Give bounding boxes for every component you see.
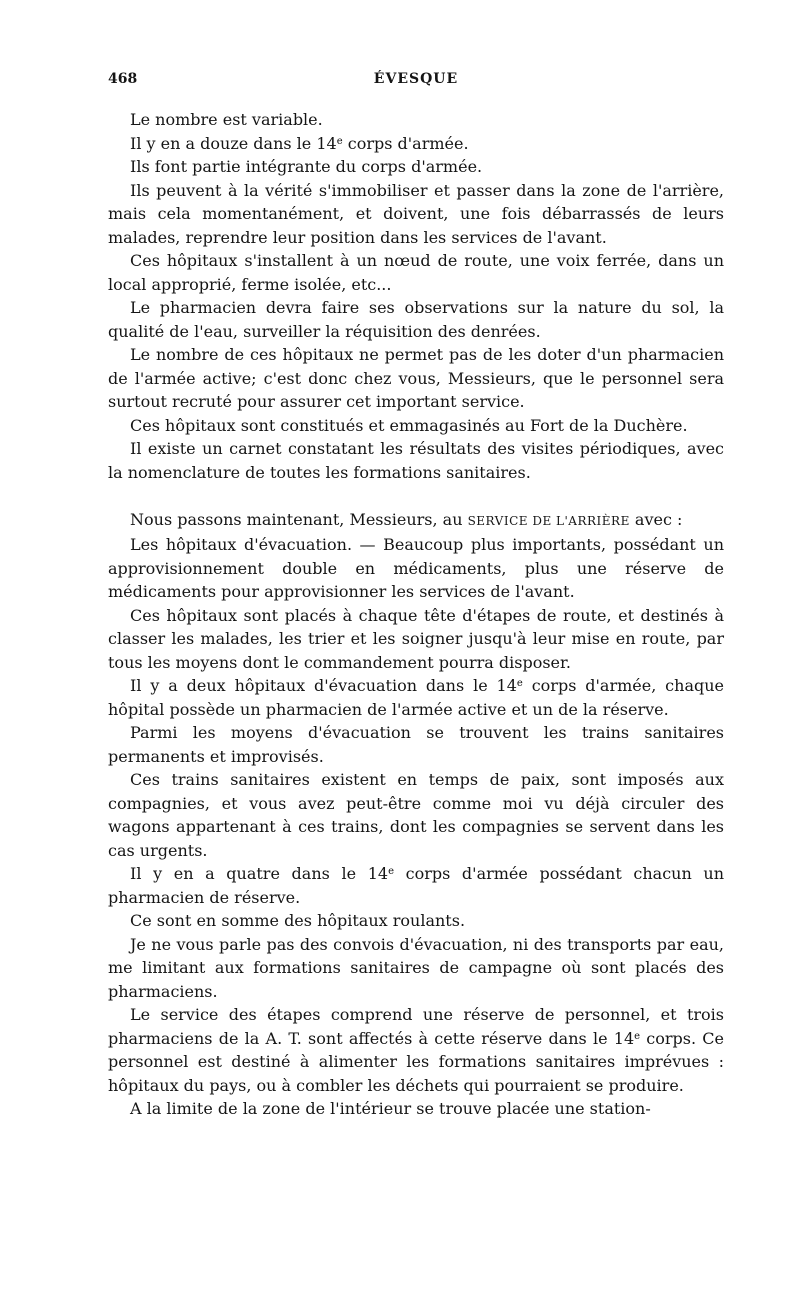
- paragraph: Parmi les moyens d'évacuation se trouvent les trains sanitaires permanents et improvisés.: [108, 723, 724, 766]
- superscript: e: [516, 678, 523, 689]
- body-text: [108, 108, 724, 1121]
- paragraph: [108, 1003, 724, 1097]
- paragraph: Ces hôpitaux sont constitués et emmagasinés au Fort de la Duchère.: [130, 415, 688, 435]
- superscript: e: [336, 135, 343, 147]
- paragraph: A la limite de la zone de l'intérieur se trouve placée une station-: [130, 1099, 651, 1118]
- paragraph: Le nombre de ces hôpitaux ne permet pas de les doter d'un pharmacien de l'armée active; c'est donc chez vous, Messieurs, que le personnel sera surtout recruté pour assurer cet important service.: [108, 345, 724, 411]
- text-run: Le service des étapes comprend une réserve de personnel, et trois pharmaciens de la A. T. sont affectés à cette réserve dans le 14: [108, 1005, 724, 1048]
- text-run: Il y en a douze dans le 14: [130, 133, 337, 153]
- small-caps-heading: SERVICE DE L'ARRIÈRE: [467, 513, 630, 528]
- text-run: corps d'armée.: [342, 133, 469, 153]
- paragraph: Les hôpitaux d'évacuation. — Beaucoup plus importants, possédant un approvisionnement double en médicaments, plus une réserve de médicaments pour approvisionner les services de l'avant.: [108, 535, 724, 601]
- text-run: corps. Ce personnel est destiné à alimenter les formations sanitaires imprévues : hôpitaux du pays, ou à combler les déchets qui pourraient se produire.: [108, 1028, 725, 1095]
- page-number: 468: [108, 71, 138, 87]
- paragraph: [108, 508, 724, 534]
- paragraph: Il existe un carnet constatant les résultats des visites périodiques, avec la nomenclature de toutes les formations sanitaires.: [108, 439, 724, 482]
- paragraph: Le nombre est variable.: [130, 110, 323, 129]
- text-run: avec :: [629, 509, 683, 529]
- paragraph: Je ne vous parle pas des convois d'évacuation, ni des transports par eau, me limitant aux formations sanitaires de campagne où sont placés des pharmaciens.: [108, 934, 724, 1001]
- text-run: corps d'armée, chaque hôpital possède un pharmacien de l'armée active et un de la réserve.: [108, 676, 725, 719]
- paragraph: Ces hôpitaux sont placés à chaque tête d'étapes de route, et destinés à classer les malades, les trier et les soigner jusqu'à leur mise en route, par tous les moyens dont le commandement pourra disposer.: [108, 605, 724, 672]
- paragraph: Ils font partie intégrante du corps d'armée.: [130, 157, 483, 176]
- paragraph: Le pharmacien devra faire ses observations sur la nature du sol, la qualité de l'eau, surveiller la réquisition des denrées.: [108, 298, 724, 341]
- paragraph: [108, 862, 724, 909]
- paragraph: [108, 674, 724, 721]
- text-run: Il y en a quatre dans le 14: [130, 864, 389, 883]
- paragraph: Ces trains sanitaires existent en temps de paix, sont imposés aux compagnies, et vous avez peut-être comme moi vu déjà circuler des wagons appartenant à ces trains, dont les compagnies se servent dans les cas urgents.: [108, 770, 724, 860]
- paragraph: Ce sont en somme des hôpitaux roulants.: [130, 911, 466, 930]
- paragraph: [108, 132, 724, 156]
- superscript: e: [388, 866, 394, 877]
- text-run: Nous passons maintenant, Messieurs, au: [130, 509, 468, 529]
- text-run: corps d'armée possédant chacun un pharmacien de réserve.: [108, 864, 725, 907]
- paragraph: Ils peuvent à la vérité s'immobiliser et passer dans la zone de l'arrière, mais cela momentanément, et doivent, une fois débarrassés de leurs malades, reprendre leur position dans les services de l'avant.: [108, 180, 724, 247]
- text-run: Il y a deux hôpitaux d'évacuation dans le 14: [130, 676, 517, 695]
- paragraph: Ces hôpitaux s'installent à un nœud de route, une voix ferrée, dans un local approprié, ferme isolée, etc...: [108, 251, 724, 294]
- running-title: ÉVESQUE: [373, 71, 459, 87]
- superscript: e: [634, 1030, 641, 1042]
